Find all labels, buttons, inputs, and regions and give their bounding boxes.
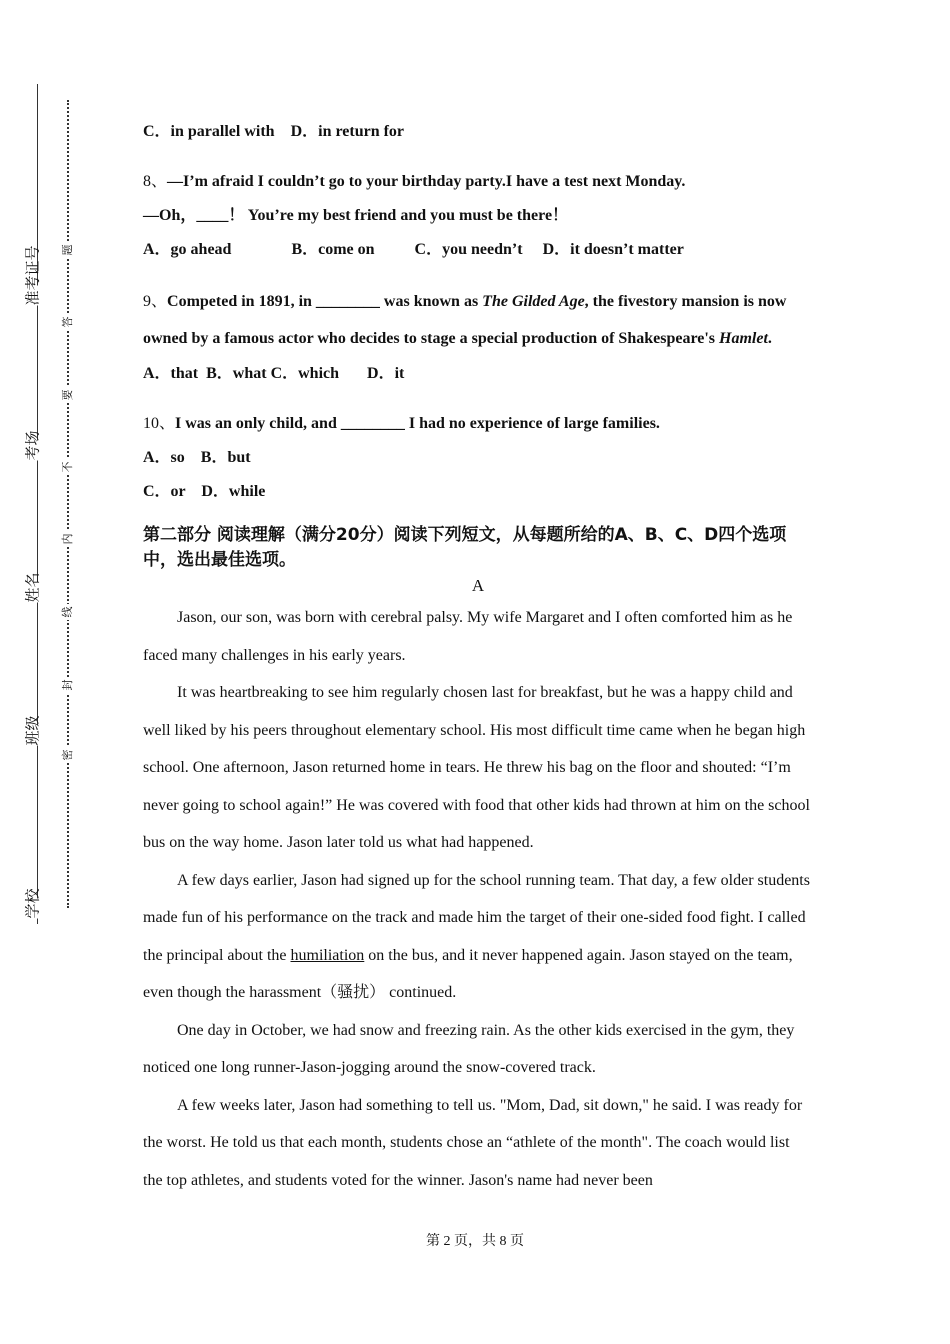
q9-part1: Competed in 1891, in ________ was known as (167, 293, 483, 310)
passage-label: A (471, 576, 485, 595)
binding-dotted-line (67, 100, 69, 908)
q8-line1: —I’m afraid I couldn’t go to your birthday party.I have a test next Monday. (167, 173, 686, 190)
q8-options: A．go ahead B．come on C．you needn’t D．it doesn’t matter (143, 241, 684, 258)
question-8 (143, 165, 813, 199)
binding-margin (14, 80, 74, 930)
label-exam-number: 准考证号 (23, 245, 42, 306)
seal-char: 题 (61, 242, 75, 258)
question-10 (143, 407, 813, 441)
seal-char: 要 (61, 387, 75, 403)
question-9 (143, 283, 813, 357)
q7-options: C．in parallel with D．in return for (143, 123, 405, 140)
q10-options-cd: C．or D．while (143, 483, 266, 500)
q9-number: 9、 (143, 293, 168, 310)
page-footer: 第 2 页，共 8 页 (426, 1234, 524, 1249)
q9-title2: Hamlet (719, 330, 768, 347)
q9-part3: . (767, 330, 772, 347)
section-heading: 第二部分 阅读理解（满分20分）阅读下列短文，从每题所给的A、B、C、D四个选项中，选出最佳选项。 (143, 525, 787, 570)
p3-part-b: on the bus, and it never happened again. Jason stayed on the team, even though the harassment（骚扰） continued. (143, 946, 793, 1001)
seal-char: 密 (61, 747, 75, 763)
seal-char: 内 (61, 531, 75, 547)
label-school: 学校 (23, 888, 42, 919)
passage-paragraph-1: Jason, our son, was born with cerebral palsy. My wife Margaret and I often comforted him as he faced many challenges in his early years. (143, 609, 793, 664)
q9-part2: , the fivestory mansion is now owned by a famous actor who decides to stage a special production of Shakespeare's (143, 293, 787, 347)
passage-paragraph-3 (143, 862, 813, 1012)
passage-paragraph-2: It was heartbreaking to see him regularly chosen last for breakfast, but he was a happy child and well liked by his peers throughout elementary school. His most difficult time came when he began high school. One afternoon, Jason returned home in tears. He threw his bag on the floor and shouted: “I’m never going to school again!” He was covered with food that other kids had thrown at him on the school bus on the way home. Jason later told us what had happened. (143, 684, 810, 851)
q8-number: 8、 (143, 173, 168, 190)
q9-options: A．that B．what C．which D．it (143, 365, 405, 382)
underlined-word: humiliation (290, 946, 365, 964)
q9-title1: The Gilded Age (482, 293, 585, 310)
label-name: 姓名 (23, 572, 42, 603)
seal-char: 封 (61, 677, 75, 693)
p3-part-a: A few days earlier, Jason had signed up for the school running team. That day, a few older students made fun of his performance on the track and made him the target of their one-sided food fight. I called the principal about the (143, 871, 810, 964)
seal-char: 线 (61, 604, 75, 620)
seal-char: 答 (61, 314, 75, 330)
label-class: 班级 (23, 715, 42, 746)
label-exam-room: 考场 (23, 430, 42, 461)
page-content (143, 115, 813, 1199)
seal-char: 不 (61, 459, 75, 475)
q8-line2: —Oh，____！ You’re my best friend and you must be there！ (143, 207, 569, 224)
passage-paragraph-4: One day in October, we had snow and freezing rain. As the other kids exercised in the gym, they noticed one long runner-Jason-jogging around the snow-covered track. (143, 1021, 795, 1076)
passage-paragraph-5: A few weeks later, Jason had something to tell us. "Mom, Dad, sit down," he said. I was ready for the worst. He told us that each month, students chose an “athlete of the month". The coach would list the top athletes, and students voted for the winner. Jason's name had never been (143, 1096, 803, 1189)
q10-number: 10、 (143, 415, 176, 432)
binding-solid-line (37, 84, 38, 924)
q10-text: I was an only child, and ________ I had no experience of large families. (175, 415, 660, 432)
q10-options-ab: A．so B．but (143, 449, 251, 466)
